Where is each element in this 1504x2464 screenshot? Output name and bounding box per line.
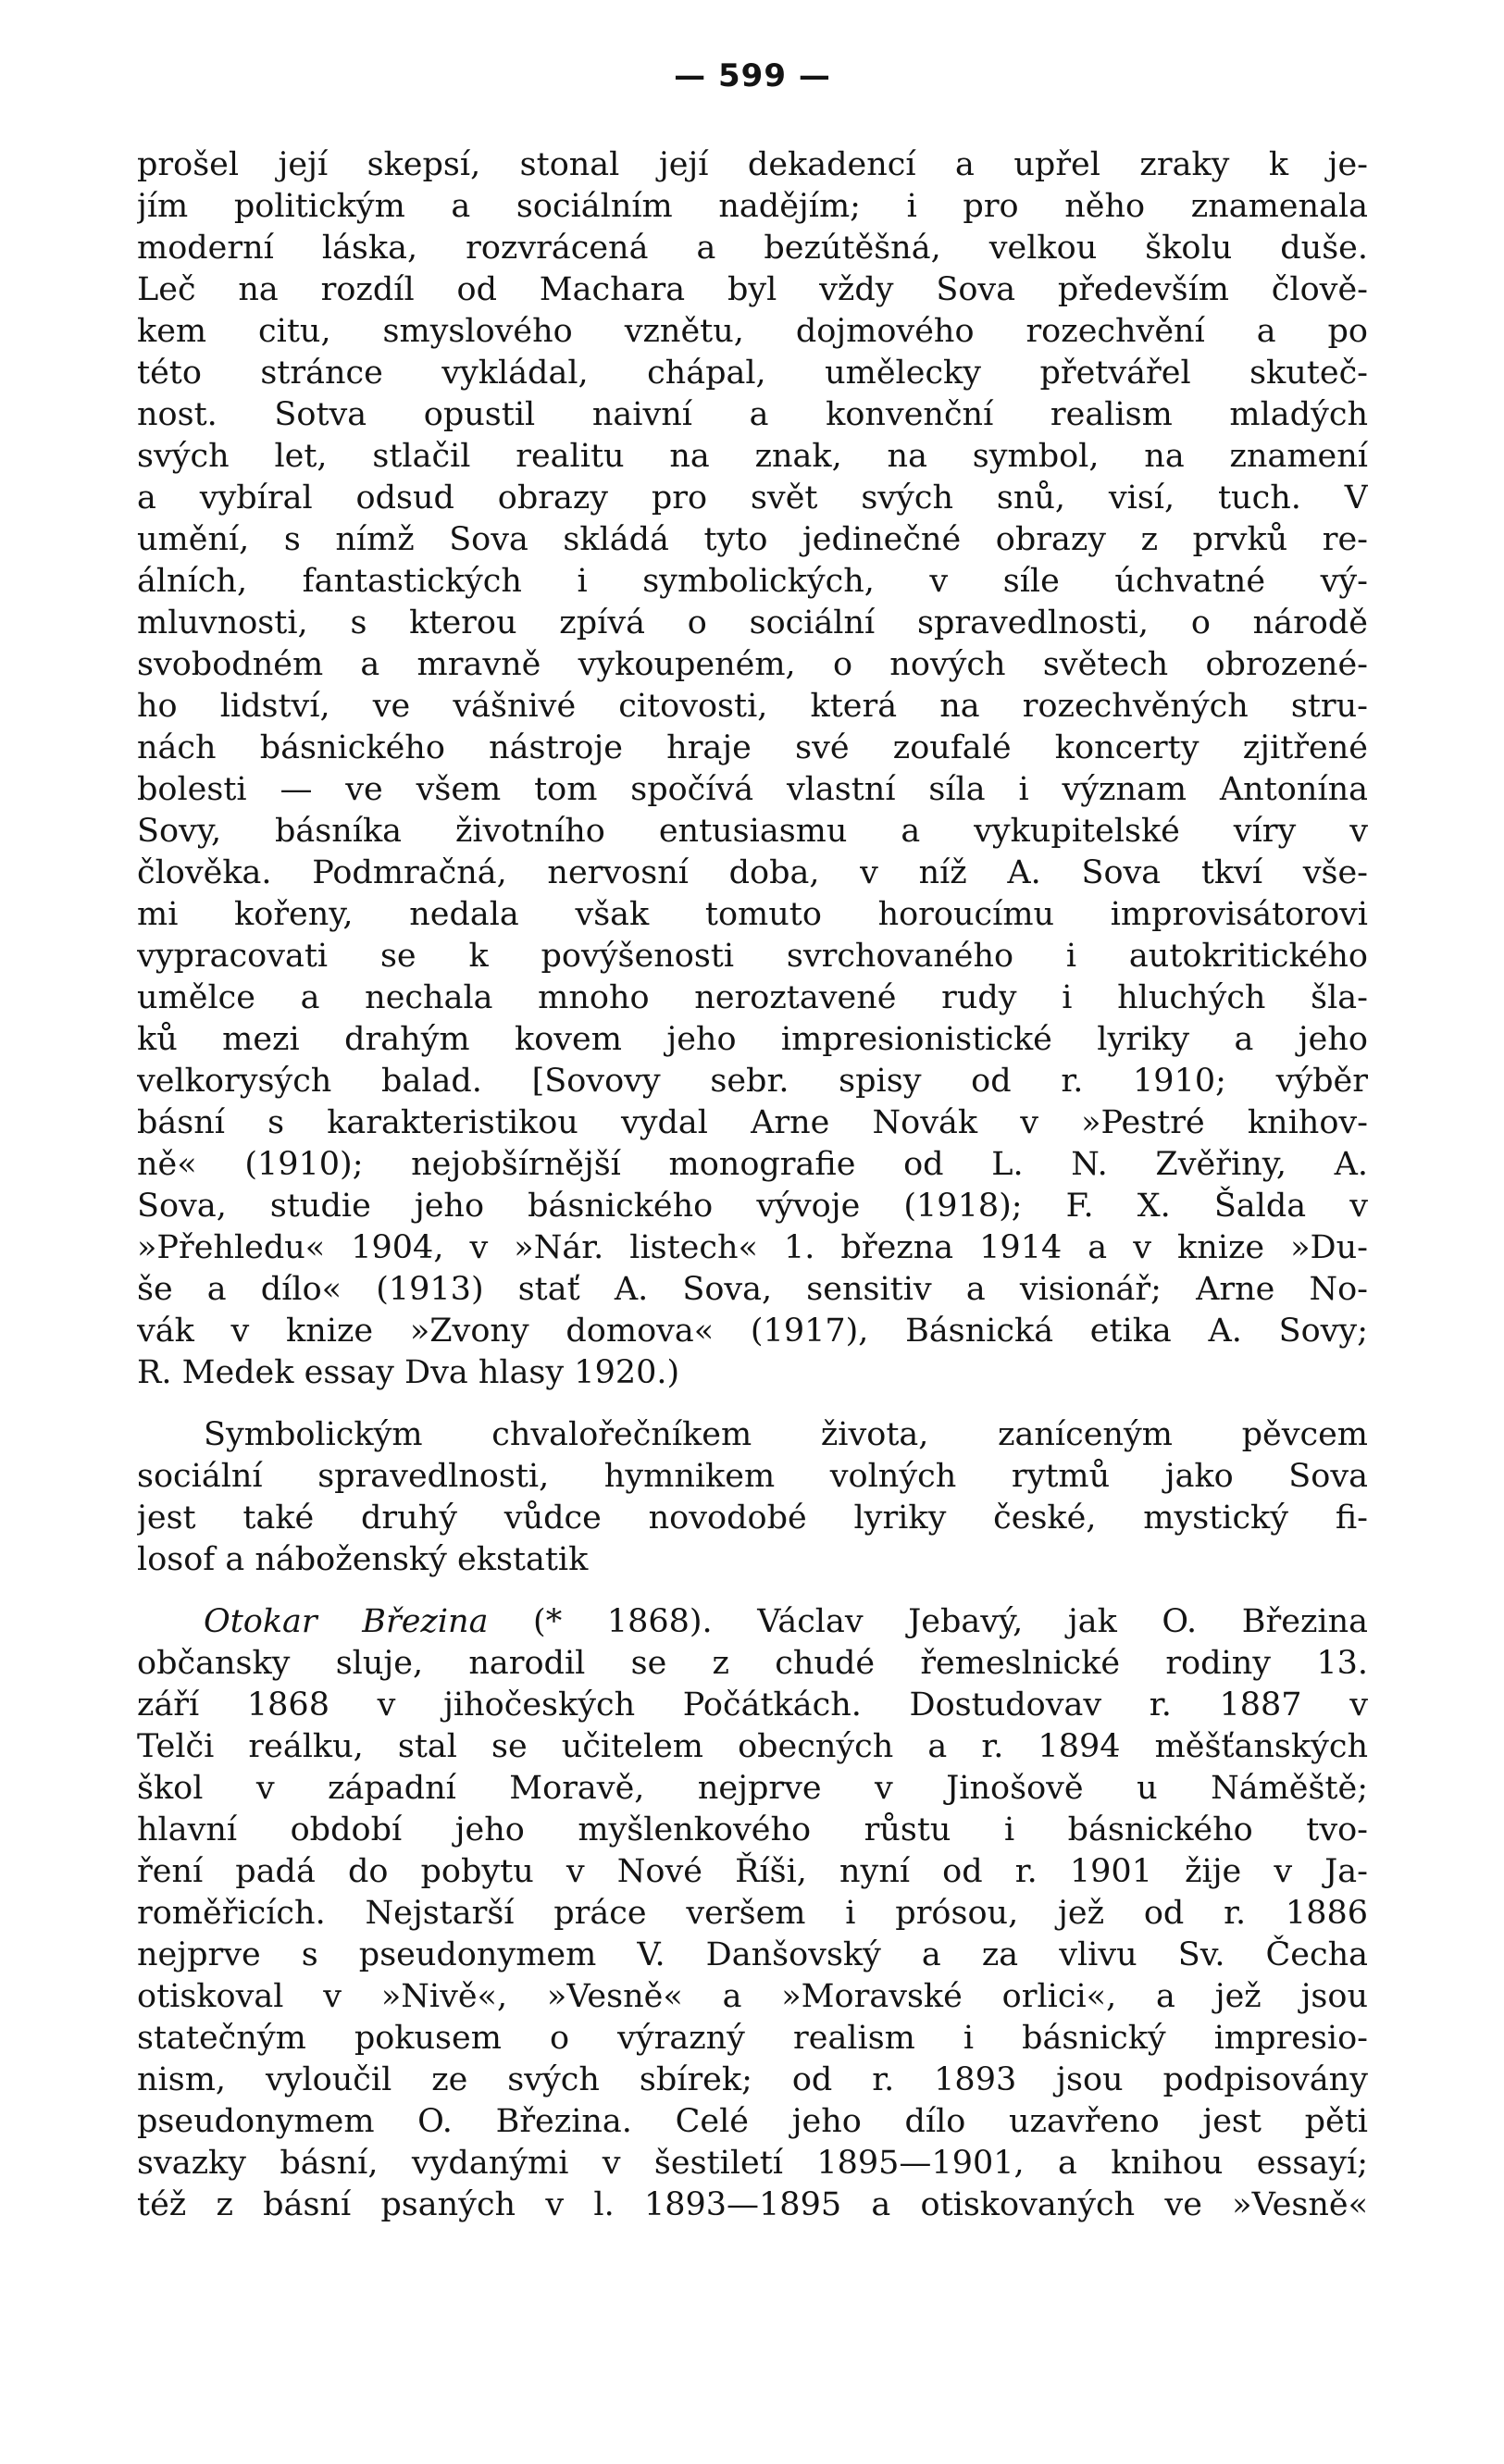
text-line: a vybíral odsud obrazy pro svět svých snů, visí, tuch. V: [137, 479, 1368, 516]
text-line: [137, 1601, 1368, 1643]
book-page: [137, 57, 1368, 2226]
text-line: nejprve s pseudonymem V. Danšovský a za vlivu Sv. Čecha: [137, 1936, 1368, 1973]
text-line: občansky sluje, narodil se z chudé řemeslnické rodiny 13.: [137, 1645, 1368, 1682]
text-line: básní s karakteristikou vydal Arne Novák v »Pestré knihov-: [137, 1104, 1368, 1141]
text-line: svazky básní, vydanými v šestiletí 1895—1901, a knihou essayí;: [137, 2145, 1368, 2182]
text-line: sociální spravedlnosti, hymnikem volných rytmů jako Sova: [137, 1458, 1368, 1495]
text-line: svobodném a mravně vykoupeném, o nových světech obrozené-: [137, 646, 1368, 683]
text-line: hlavní období jeho myšlenkového růstu i básnického tvo-: [137, 1811, 1368, 1848]
text-line: kem citu, smyslového vznětu, dojmového rozechvění a po: [137, 313, 1368, 350]
page-number: — 599 —: [674, 57, 831, 94]
text-line: pseudonymem O. Březina. Celé jeho dílo uzavřeno jest pěti: [137, 2103, 1368, 2140]
text-line: Leč na rozdíl od Machara byl vždy Sova především člově-: [137, 271, 1368, 308]
text-line: álních, fantastických i symbolických, v síle úchvatné vý-: [137, 563, 1368, 600]
text-line: jest také druhý vůdce novodobé lyriky české, mystický fi-: [137, 1500, 1368, 1537]
text-line: škol v západní Moravě, nejprve v Jinošově u Náměště;: [137, 1770, 1368, 1807]
text-line: R. Medek essay Dva hlasy 1920.): [137, 1354, 680, 1391]
paragraph-sova-continued: [137, 144, 1368, 1394]
text-line: vypracovati se k povýšenosti svrchovaného i autokritického: [137, 938, 1368, 975]
text-line: jím politickým a sociálním nadějím; i pro něho znamenala: [137, 188, 1368, 225]
text-line: člověka. Podmračná, nervosní doba, v níž A. Sova tkví vše-: [137, 854, 1368, 891]
text-line: statečným pokusem o výrazný realism i básnický impresio-: [137, 2020, 1368, 2057]
text-line: moderní láska, rozvrácená a bezútěšná, velkou školu duše.: [137, 230, 1368, 267]
text-line: umělce a nechala mnoho neroztavené rudy i hluchých šla-: [137, 979, 1368, 1016]
text-line: ho lidství, ve vášnivé citovosti, která na rozechvěných stru-: [137, 688, 1368, 725]
text-line: mi kořeny, nedala však tomuto horoucímu improvisátorovi: [137, 896, 1368, 933]
text-line: Symbolickým chvalořečníkem života, zaníceným pěvcem: [204, 1416, 1368, 1453]
text-line: Telči reálku, stal se učitelem obecných a r. 1894 měšťanských: [137, 1728, 1368, 1765]
text-line: Sovy, básníka životního entusiasmu a vykupitelské víry v: [137, 813, 1368, 850]
text-line: še a dílo« (1913) stať A. Sova, sensitiv a visionář; Arne No-: [137, 1271, 1368, 1308]
author-name: Otokar Březina: [204, 1603, 489, 1640]
text-line: Sova, studie jeho básnického vývoje (1918); F. X. Šalda v: [137, 1188, 1368, 1225]
text-line: vák v knize »Zvony domova« (1917), Básnická etika A. Sovy;: [137, 1313, 1368, 1350]
text-line: prošel její skepsí, stonal její dekadencí a upřel zraky k je-: [137, 146, 1368, 183]
text-line: bolesti — ve všem tom spočívá vlastní síla i význam Antonína: [137, 771, 1368, 808]
text-line: otiskoval v »Nivě«, »Vesně« a »Moravské orlici«, a jež jsou: [137, 1978, 1368, 2015]
text-line: této stránce vykládal, chápal, umělecky přetvářel skuteč-: [137, 355, 1368, 392]
text-line: nost. Sotva opustil naivní a konvenční realism mladých: [137, 396, 1368, 433]
text-line: mluvnosti, s kterou zpívá o sociální spravedlnosti, o národě: [137, 604, 1368, 641]
text-line: nism, vyloučil ze svých sbírek; od r. 1893 jsou podpisovány: [137, 2061, 1368, 2098]
text-line: nách básnického nástroje hraje své zoufalé koncerty zjitřené: [137, 729, 1368, 766]
text-line: ření padá do pobytu v Nové Říši, nyní od r. 1901 žije v Ja-: [137, 1853, 1368, 1890]
text-line: velkorysých balad. [Sovovy sebr. spisy od r. 1910; výběr: [137, 1063, 1368, 1100]
paragraph-symbolic-transition: [137, 1414, 1368, 1581]
text-line: ků mezi drahým kovem jeho impresionistické lyriky a jeho: [137, 1021, 1368, 1058]
text-line: umění, s nímž Sova skládá tyto jedinečné obrazy z prvků re-: [137, 521, 1368, 558]
line-text: (* 1868). Václav Jebavý, jak O. Březina: [488, 1603, 1368, 1640]
text-line: »Přehledu« 1904, v »Nár. listech« 1. března 1914 a v knize »Du-: [137, 1229, 1368, 1266]
text-line: ně« (1910); nejobšírnější monografie od L. N. Zvěřiny, A.: [137, 1146, 1368, 1183]
text-line: losof a náboženský ekstatik: [137, 1541, 589, 1578]
paragraph-brezina: [137, 1601, 1368, 2226]
text-line: roměřicích. Nejstarší práce veršem i prósou, jež od r. 1886: [137, 1895, 1368, 1932]
text-line: svých let, stlačil realitu na znak, na symbol, na znamení: [137, 438, 1368, 475]
text-line: též z básní psaných v l. 1893—1895 a otiskovaných ve »Vesně«: [137, 2186, 1368, 2223]
text-line: září 1868 v jihočeských Počátkách. Dostudovav r. 1887 v: [137, 1686, 1368, 1724]
